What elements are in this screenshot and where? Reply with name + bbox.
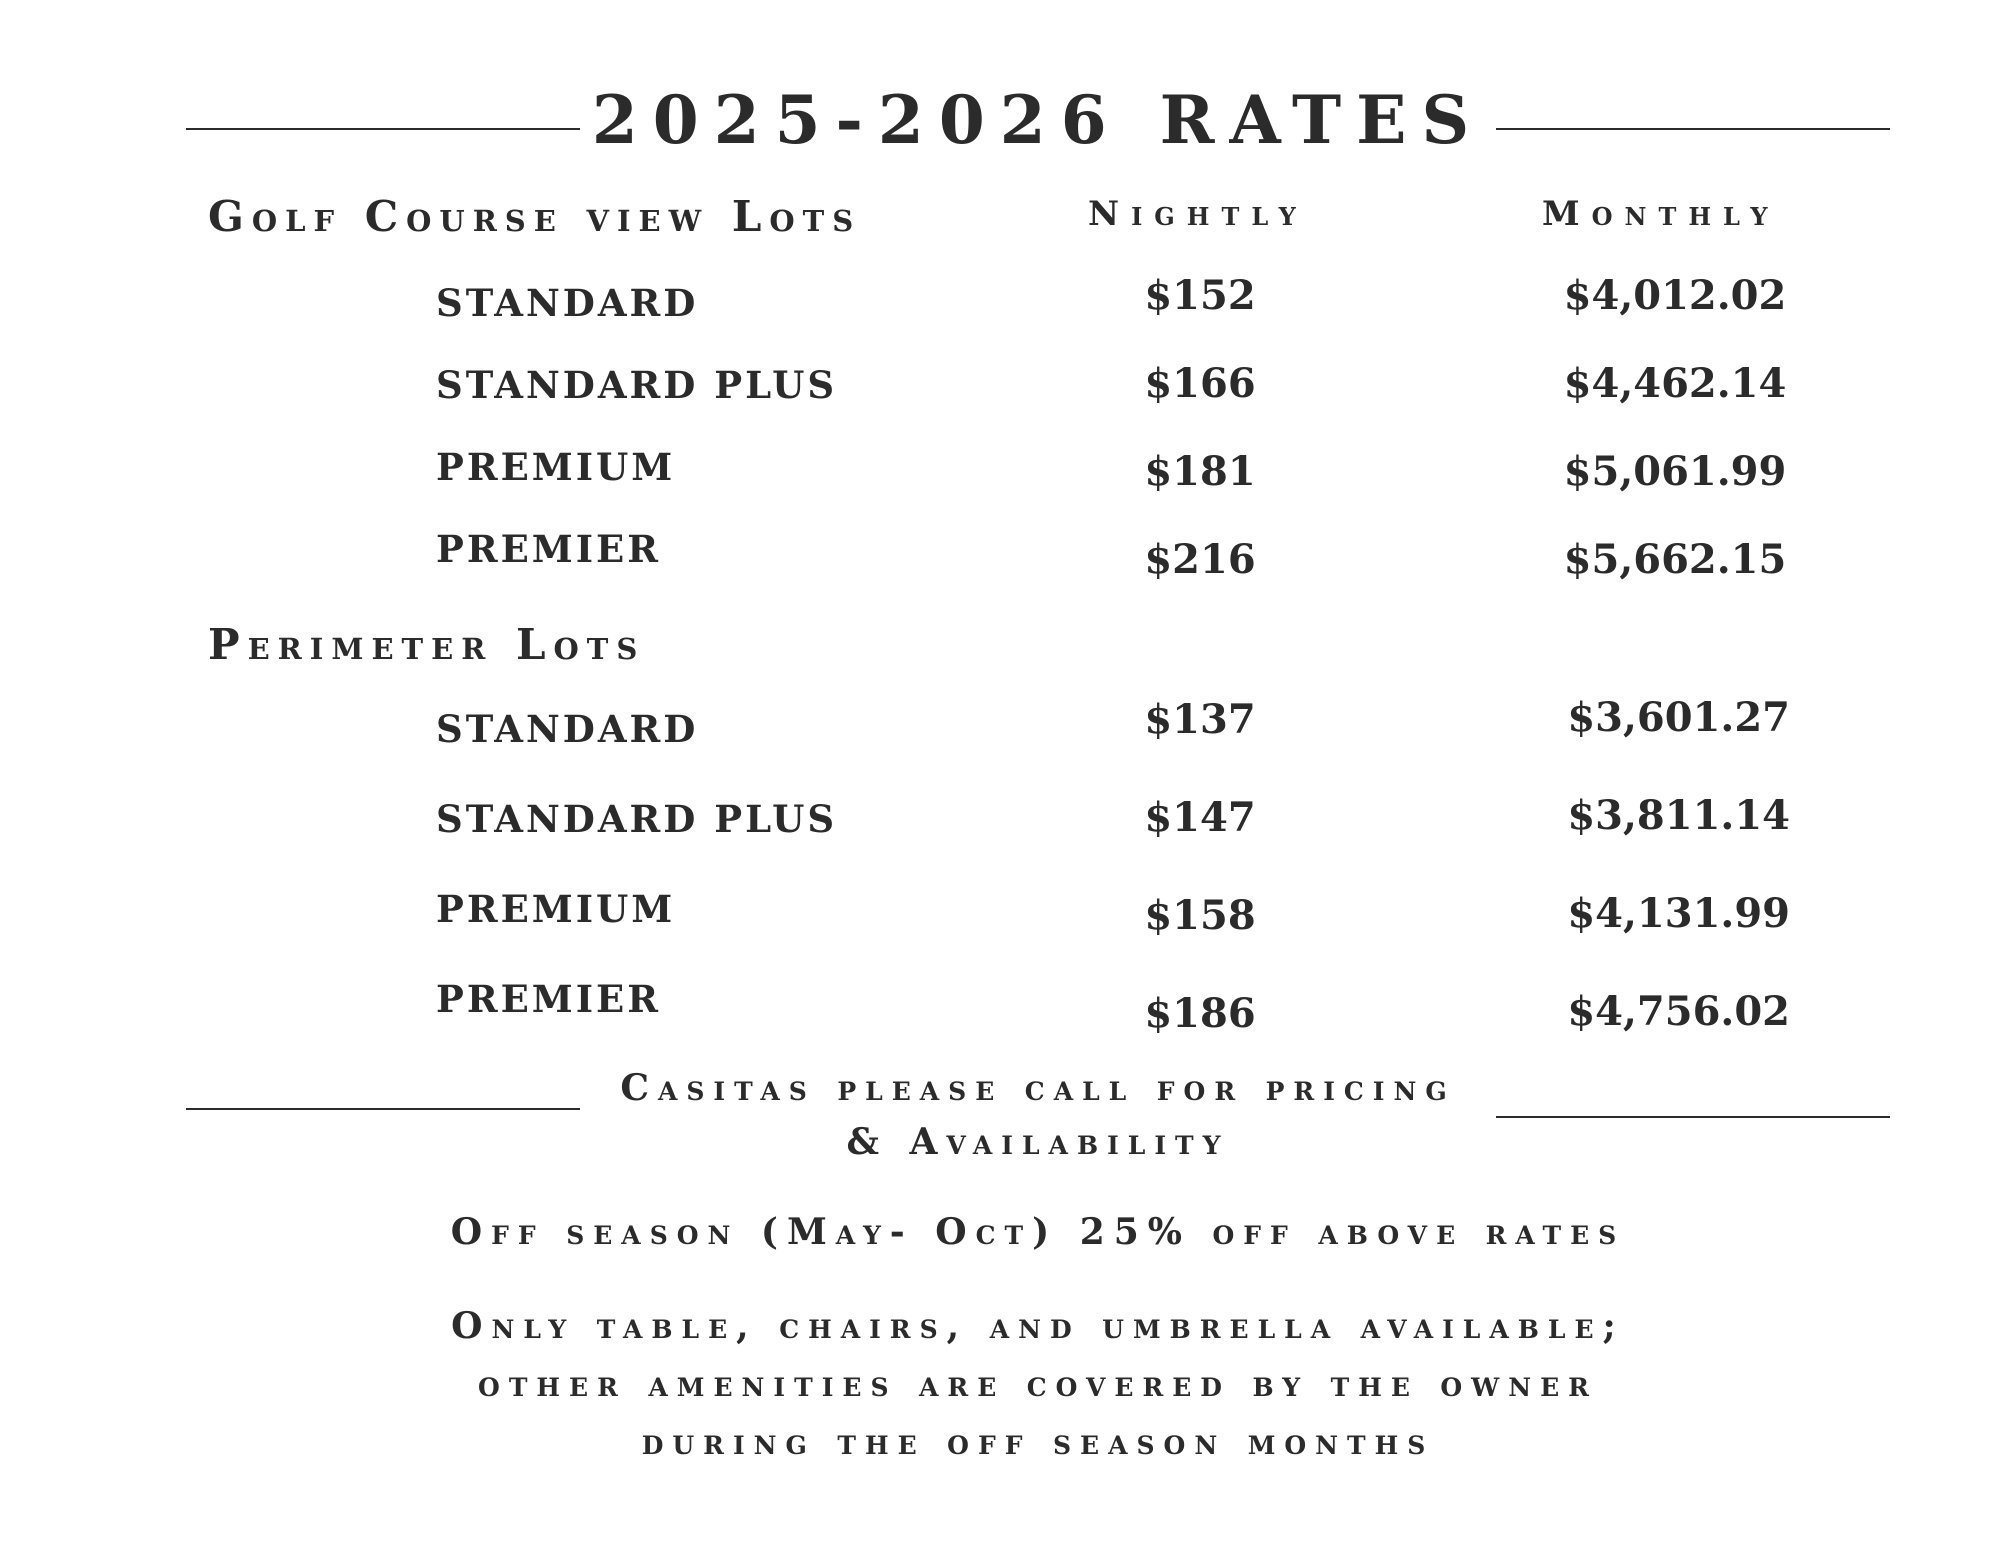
perimeter-row-label: STANDARD — [436, 707, 699, 751]
perimeter-row-label: PREMIER — [436, 977, 661, 1021]
golf-row-nightly: $152 — [1144, 272, 1256, 319]
perimeter-row-monthly: $3,811.14 — [1567, 792, 1790, 839]
perimeter-row-nightly: $137 — [1144, 696, 1256, 743]
golf-row-nightly: $166 — [1144, 360, 1256, 407]
golf-row-nightly: $216 — [1144, 536, 1256, 583]
off-season-note: Off season (May- Oct) 25% off above rates — [450, 1211, 1626, 1253]
perimeter-row-label: STANDARD PLUS — [436, 797, 838, 841]
perimeter-row-nightly: $147 — [1144, 794, 1256, 841]
amenities-note-line1: Only table, chairs, and umbrella available; — [451, 1305, 1625, 1347]
monthly-column-header: Monthly — [1542, 194, 1780, 234]
golf-row-label: PREMIUM — [436, 445, 676, 489]
golf-row-monthly: $5,662.15 — [1563, 536, 1787, 583]
casitas-note-line2: & Availability — [846, 1121, 1230, 1163]
golf-row-monthly: $5,061.99 — [1563, 448, 1787, 495]
title-rule-right — [1496, 128, 1890, 130]
page-title: 2025-2026 RATES — [591, 81, 1485, 159]
golf-row-monthly: $4,462.14 — [1563, 360, 1787, 407]
perimeter-row-monthly: $3,601.27 — [1567, 694, 1790, 741]
golf-section-heading: Golf Course view Lots — [208, 192, 862, 241]
perimeter-row-nightly: $186 — [1144, 990, 1256, 1037]
perimeter-row-monthly: $4,131.99 — [1567, 890, 1790, 937]
golf-row-monthly: $4,012.02 — [1563, 272, 1787, 319]
perimeter-row-monthly: $4,756.02 — [1567, 988, 1790, 1035]
golf-row-label: PREMIER — [436, 527, 661, 571]
perimeter-row-nightly: $158 — [1144, 892, 1256, 939]
perimeter-section-heading: Perimeter Lots — [208, 620, 646, 669]
amenities-note-line3: during the off season months — [641, 1421, 1435, 1463]
perimeter-row-label: PREMIUM — [436, 887, 676, 931]
golf-row-nightly: $181 — [1144, 448, 1256, 495]
nightly-column-header: Nightly — [1088, 194, 1308, 234]
golf-row-label: STANDARD — [436, 281, 699, 325]
casitas-note-line1: Casitas please call for pricing — [620, 1067, 1456, 1109]
amenities-note-line2: other amenities are covered by the owner — [478, 1363, 1598, 1405]
golf-row-label: STANDARD PLUS — [436, 363, 838, 407]
